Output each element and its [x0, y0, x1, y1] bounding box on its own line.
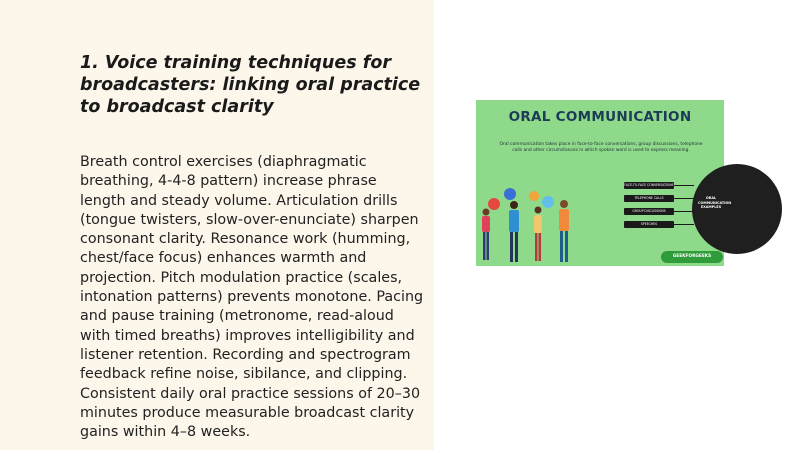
- speech-bubble-icon: [529, 191, 539, 201]
- connector-line: [674, 224, 694, 225]
- speech-bubble-icon: [542, 196, 554, 208]
- example-pill: FACE-TO-FACE CONVERSATIONS: [624, 183, 674, 187]
- example-pill: SPEECHES: [624, 221, 674, 228]
- speech-bubble-icon: [488, 198, 500, 210]
- article-body: Breath control exercises (diaphragmatic breathing, 4-4-8 pattern) increase phrase length and steady volume. Articulation drills (tongue twisters, slow-over-enunciate) sharpen consonant clarity. Resonance work (humming, chest/face focus) enhances warmth and projection. Pitch modulation practice (scales, intonation patterns) prevents monotone. Pacing and pause training (metronome, read-aloud with timed breaths) improves intelligibility and listener retention. Recording and spectrogram feedback refine noise, sibilance, and clipping. Consistent daily oral practice sessions of 20–30 minutes produce measurable broadcast clarity gains within 4–8 weeks.: [80, 154, 424, 441]
- person-icon: [534, 207, 542, 262]
- person-icon: [482, 209, 490, 261]
- example-pill: TELEPHONE CALLS: [624, 195, 674, 202]
- oral-communication-infographic: [476, 100, 732, 266]
- person-icon: [559, 200, 569, 262]
- connector-line: [674, 185, 694, 186]
- brand-logo: GEEKFORGEEKS: [661, 251, 723, 263]
- speech-bubble-icon: [504, 188, 516, 200]
- article-heading: 1. Voice training techniques for broadcasters: linking oral practice to broadcast clarity: [80, 53, 421, 117]
- infographic-description: Oral communication takes place in face-to-face conversations, group discussions, telephone calls and other circumstances in which spoken word is used to express meaning.: [499, 142, 703, 154]
- example-pill: GROUP DISCUSSIONS: [624, 208, 674, 215]
- person-icon: [509, 201, 519, 262]
- connector-line: [674, 198, 696, 199]
- circle-label: ORAL COMMUNICATION EXAMPLES: [698, 196, 732, 210]
- connector-line: [674, 211, 696, 212]
- people-talking-illustration: [476, 176, 586, 266]
- infographic-title: ORAL COMMUNICATION: [508, 109, 692, 125]
